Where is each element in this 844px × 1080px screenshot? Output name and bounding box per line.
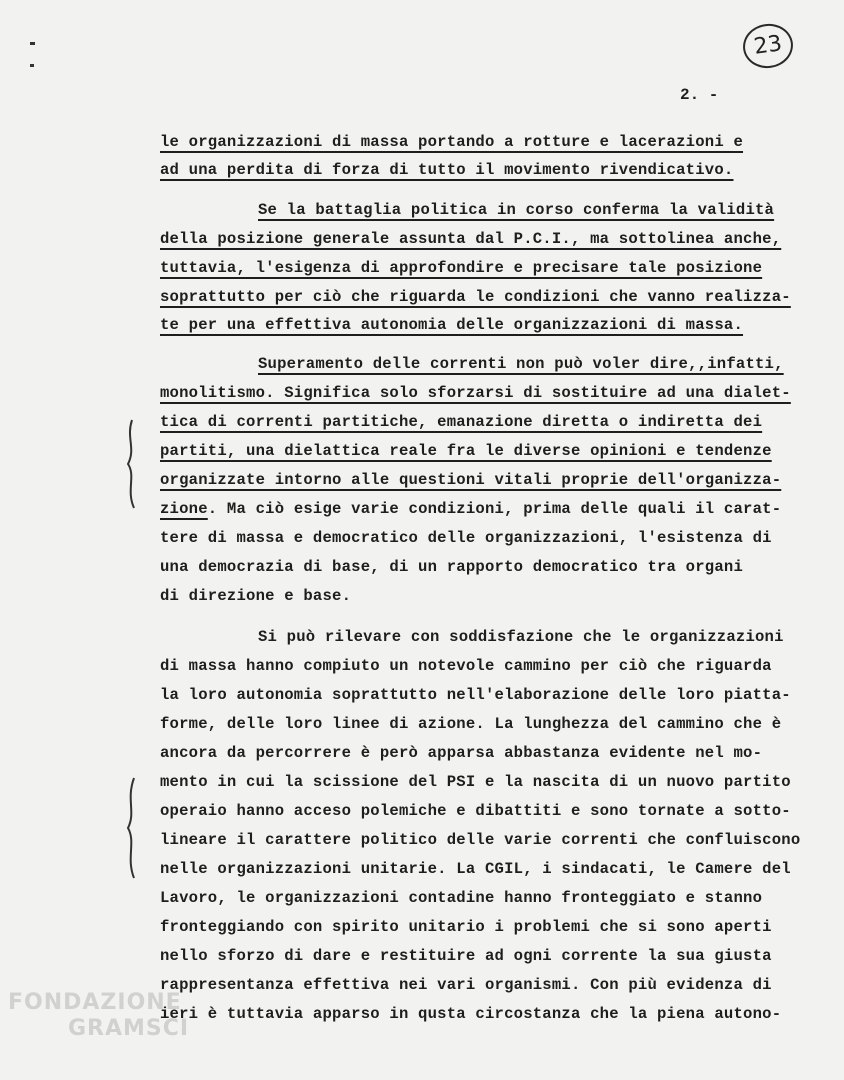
fondazione-gramsci-watermark [8, 990, 189, 1042]
margin-mark [30, 64, 34, 67]
watermark-line: GRAMSCI [68, 1016, 190, 1041]
text-line: Se la battaglia politica in corso conferma la validità [258, 201, 775, 219]
underlined-word: zione [160, 500, 208, 518]
text-line: soprattutto per ciò che riguarda le condizioni che vanno realizza- [160, 288, 791, 306]
text-line: forme, delle loro linee di azione. La lunghezza del cammino che è [160, 715, 782, 733]
text-line: Superamento delle correnti non può voler dire,,infatti, [258, 355, 784, 373]
text-line: monolitismo. Significa solo sforzarsi di sostituire ad una dialet- [160, 384, 791, 402]
margin-mark [30, 42, 35, 45]
text-line: Si può rilevare con soddisfazione che le organizzazioni [258, 628, 784, 646]
text-line: rappresentanza effettiva nei vari organismi. Con più evidenza di [160, 976, 772, 994]
text-line [160, 500, 781, 518]
text-line: della posizione generale assunta dal P.C.I., ma sottolinea anche, [160, 230, 782, 248]
text-line: la loro autonomia soprattutto nell'elaborazione delle loro piatta- [160, 686, 791, 704]
text-line: operaio hanno acceso polemiche e dibattiti e sono tornate a sotto- [160, 802, 791, 820]
text-line: le organizzazioni di massa portando a rotture e lacerazioni e [160, 133, 744, 151]
text-line: ieri è tuttavia apparso in qusta circostanza che la piena autono- [160, 1005, 782, 1023]
text-line: te per una effettiva autonomia delle organizzazioni di massa. [160, 316, 744, 334]
line-continuation: . Ma ciò esige varie condizioni, prima delle quali il carat- [207, 500, 782, 518]
text-line: lineare il carattere politico delle varie correnti che confluiscono [160, 831, 801, 849]
text-line: mento in cui la scissione del PSI e la nascita di un nuovo partito [160, 773, 791, 791]
text-line: nello sforzo di dare e restituire ad ogni corrente la sua giusta [160, 947, 772, 965]
text-line: fronteggiando con spirito unitario i problemi che si sono aperti [160, 918, 772, 936]
margin-brace-mark [118, 776, 144, 880]
page-number: 2. - [680, 86, 719, 104]
text-line: una democrazia di base, di un rapporto democratico tra organi [160, 558, 744, 576]
text-line: ad una perdita di forza di tutto il movimento rivendicativo. [160, 161, 734, 179]
text-line: Lavoro, le organizzazioni contadine hanno fronteggiato e stanno [160, 889, 763, 907]
text-line: ancora da percorrere è però apparsa abbastanza evidente nel mo- [160, 744, 763, 762]
text-line: tuttavia, l'esigenza di approfondire e precisare tale posizione [160, 259, 763, 277]
margin-brace-mark [118, 418, 144, 510]
text-line: nelle organizzazioni unitarie. La CGIL, i sindacati, le Camere del [160, 860, 791, 878]
watermark-line: FONDAZIONE [8, 990, 182, 1015]
text-line: di massa hanno compiuto un notevole cammino per ciò che riguarda [160, 657, 772, 675]
text-line: partiti, una dielattica reale fra le diverse opinioni e tendenze [160, 442, 772, 460]
folio-number: 23 [740, 21, 796, 72]
text-line: di direzione e base. [160, 587, 352, 605]
text-line: tere di massa e democratico delle organizzazioni, l'esistenza di [160, 529, 772, 547]
text-line: organizzate intorno alle questioni vitali proprie dell'organizza- [160, 471, 782, 489]
text-line: tica di correnti partitiche, emanazione diretta o indiretta dei [160, 413, 763, 431]
